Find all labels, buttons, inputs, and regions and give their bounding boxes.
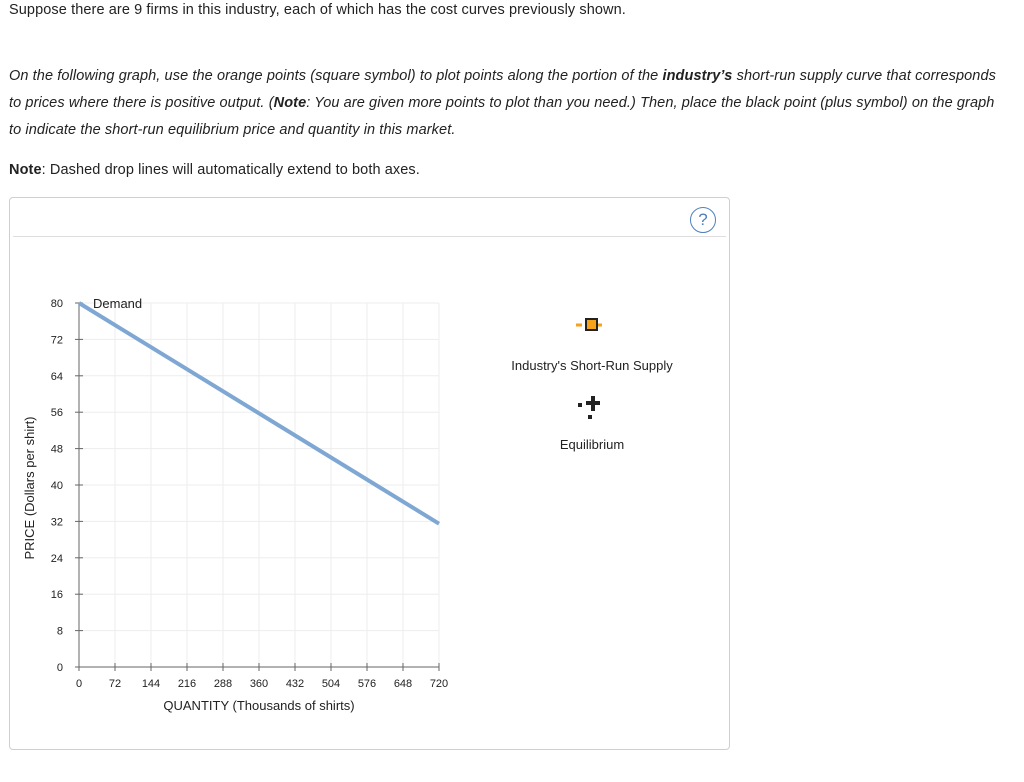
orange-square-icon[interactable] [586,319,597,330]
intro-text: Suppose there are 9 firms in this industry, each of which has the cost curves previously shown. [9,2,626,18]
instructions-text: On the following graph, use the orange points (square symbol) to plot points along the portion of the industry’s short-run supply curve that corresponds to prices where there is positive output. (Note: You are given more points to plot than you need.) Then, place the black point (plus symbol) on the graph to indicate the short-run equilibrium price and quantity in this market. [9,68,996,138]
y-tick-label: 32 [50,516,63,529]
graph-canvas[interactable] [10,198,729,749]
equilibrium-tool[interactable] [560,396,624,452]
x-axis-label: QUANTITY (Thousands of shirts) [163,698,355,713]
supply-tool-label: Industry's Short-Run Supply [511,358,673,373]
supply-tool[interactable] [511,319,673,373]
black-plus-icon[interactable] [586,396,600,411]
y-tick-label: 64 [50,370,63,383]
demand-curve-label: Demand [93,296,143,311]
x-tick-label: 288 [213,678,233,690]
graph-panel [9,197,730,750]
y-tick-label: 0 [56,662,63,674]
y-tick-label: 8 [56,625,63,638]
y-axis-label: PRICE (Dollars per shirt) [22,416,37,560]
y-tick-label: 48 [50,443,63,456]
x-tick-label: 72 [108,678,122,690]
note-text: Note: Dashed drop lines will automatically extend to both axes. [9,162,420,178]
x-tick-label: 576 [357,678,377,690]
equilibrium-tool-label: Equilibrium [559,437,625,452]
x-tick-label: 216 [177,678,197,690]
x-tick-label: 0 [75,678,83,690]
x-tick-label: 432 [285,678,305,690]
x-tick-label: 648 [393,678,413,690]
x-tick-label: 720 [429,678,449,690]
y-tick-label: 40 [50,480,63,492]
x-tick-label: 144 [141,678,161,690]
y-tick-label: 72 [50,334,63,347]
x-tick-label: 504 [321,678,341,690]
tool-palette [511,319,673,452]
y-tick-label: 56 [50,407,63,420]
help-button[interactable]: ? [690,207,716,233]
x-tick-label: 360 [249,678,269,690]
axes [75,303,439,671]
y-tick-label: 24 [50,552,63,565]
y-tick-label: 16 [50,589,63,602]
grid [79,303,439,667]
y-tick-label: 80 [50,298,63,310]
